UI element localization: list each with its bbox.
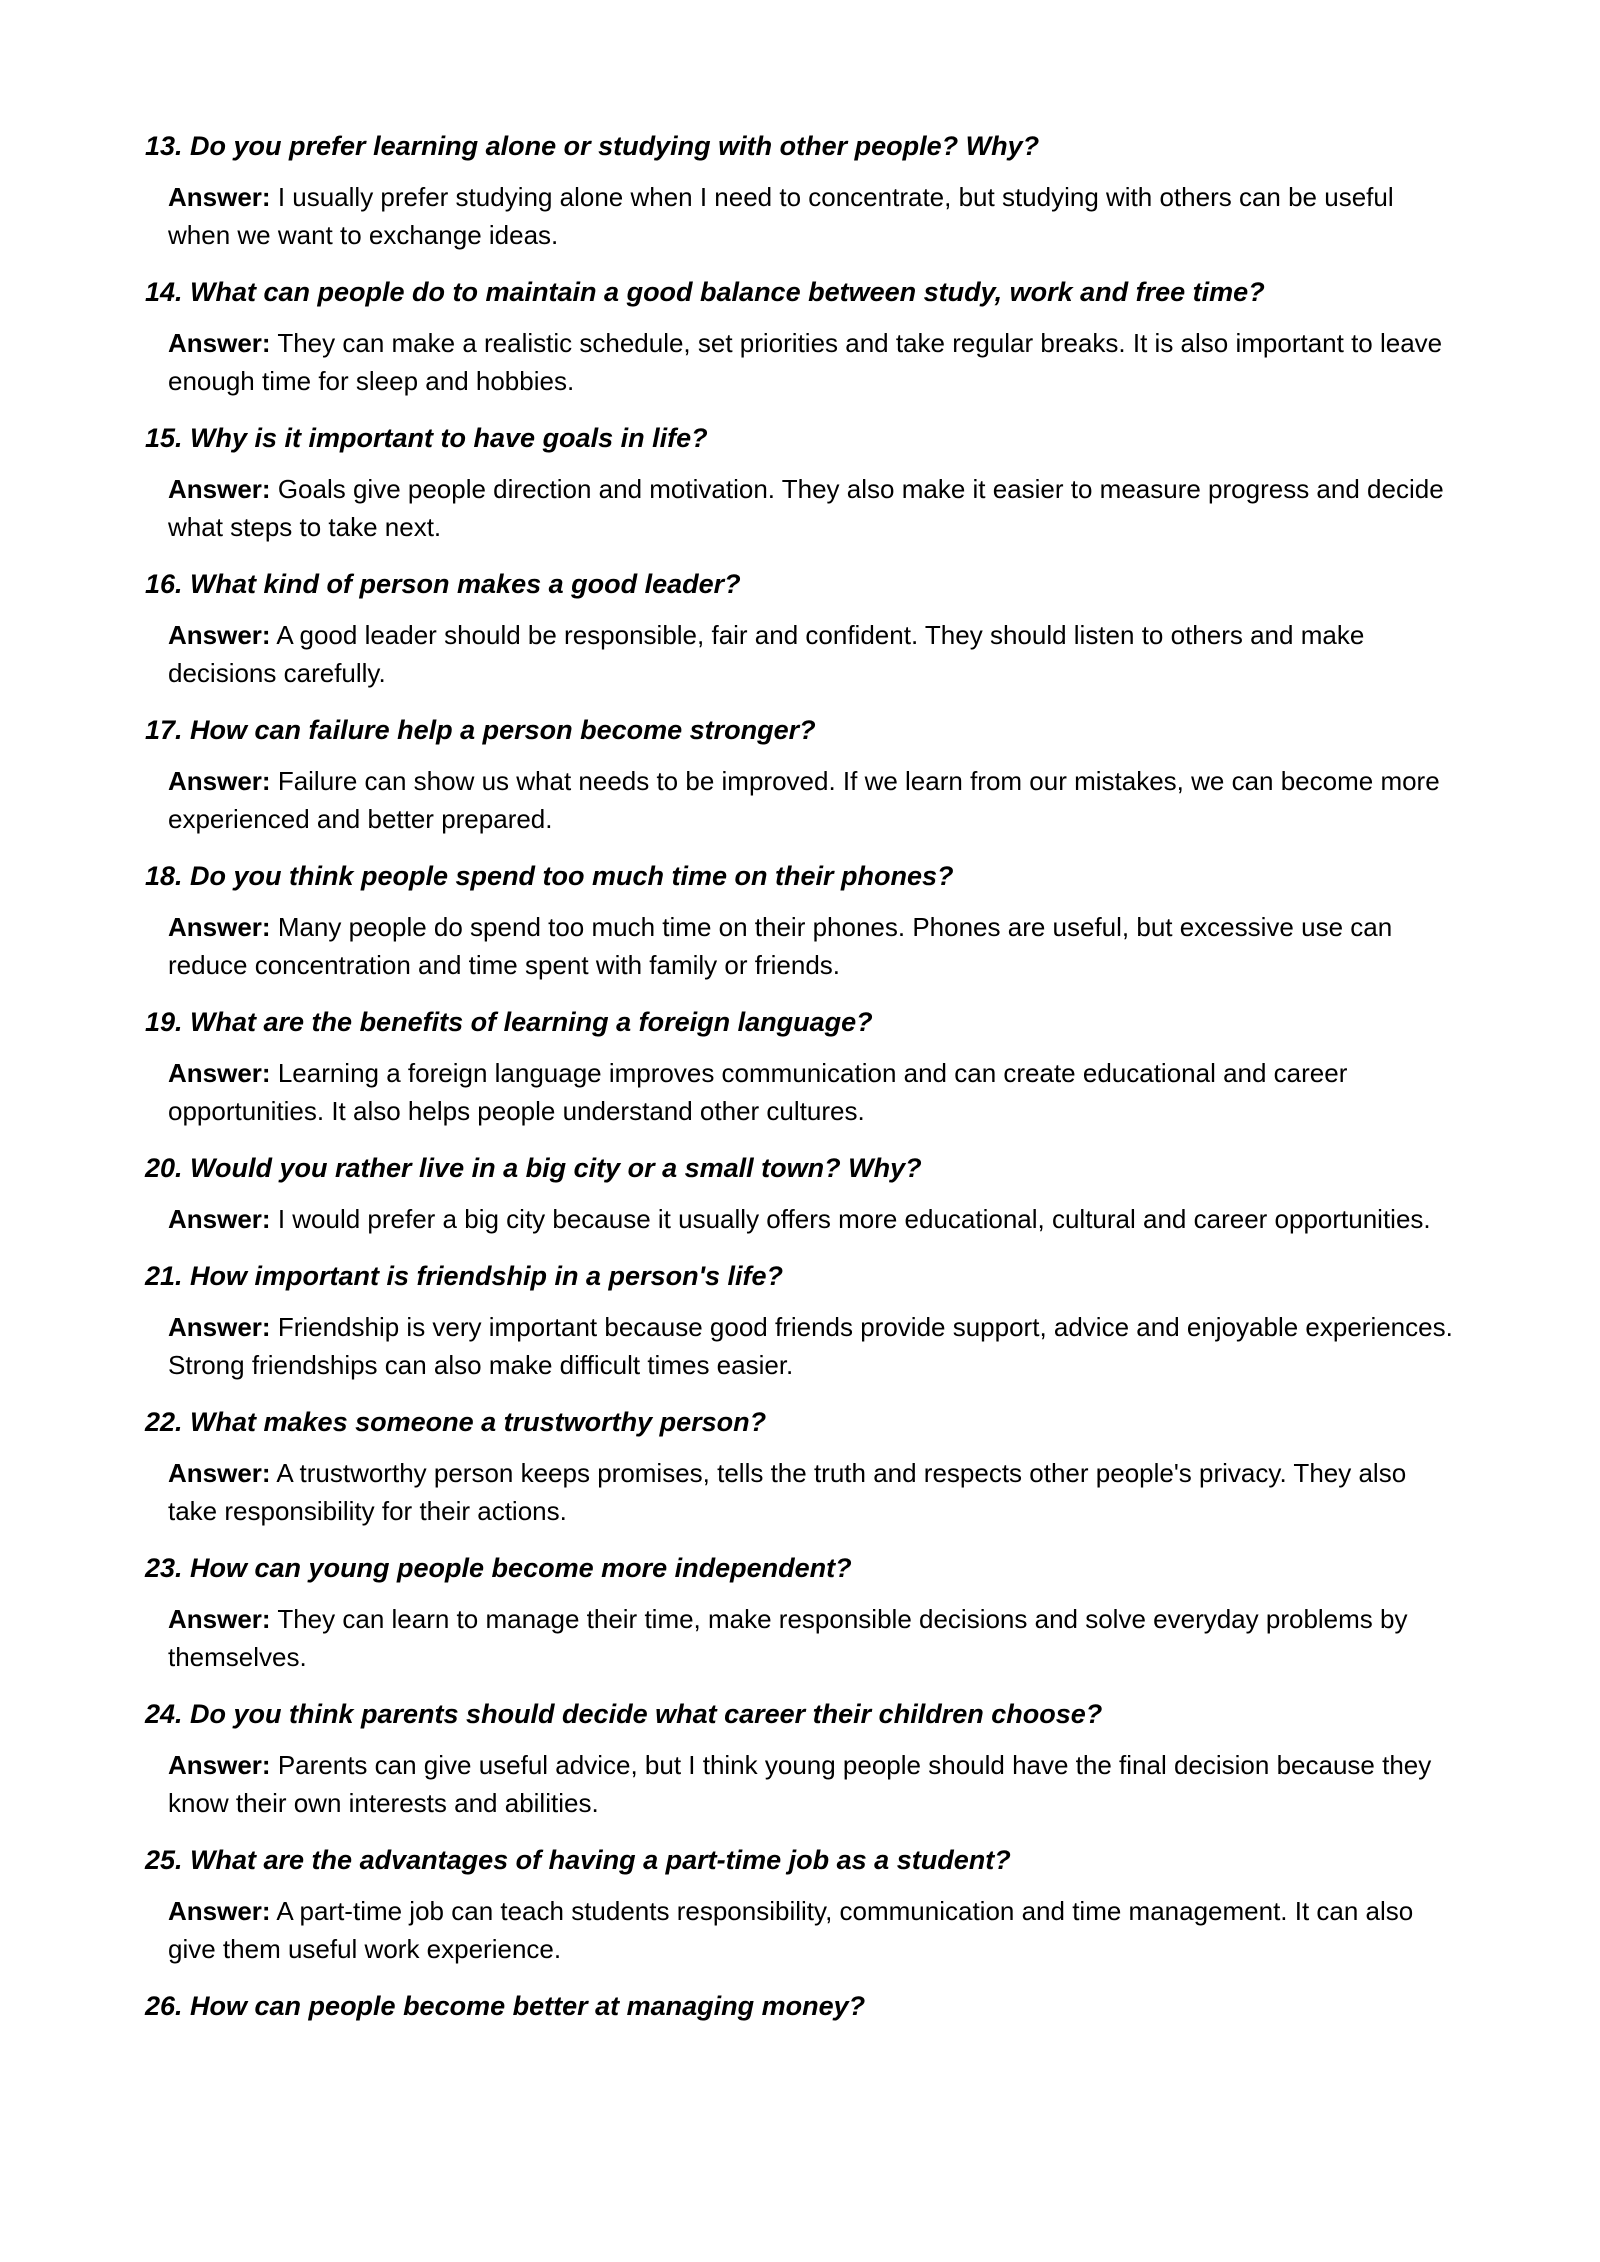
answer-label: Answer: (168, 182, 271, 212)
answer-label: Answer: (168, 912, 271, 942)
question-15: 15. Why is it important to have goals in life? (145, 423, 708, 453)
question-23: 23. How can young people become more independent? (145, 1553, 852, 1583)
answer-label: Answer: (168, 1896, 271, 1926)
answer-text: A trustworthy person keeps promises, tells the truth and respects other people's privacy. They also take responsibility for their actions. (168, 1458, 1407, 1526)
answer-text: They can learn to manage their time, make responsible decisions and solve everyday problems by themselves. (168, 1604, 1408, 1672)
qa-item-23 (145, 1550, 1460, 1676)
answer-22 (168, 1454, 1460, 1530)
answer-19 (168, 1054, 1460, 1130)
qa-item-22 (145, 1404, 1460, 1530)
qa-item-14 (145, 274, 1460, 400)
question-17: 17. How can failure help a person become stronger? (145, 715, 816, 745)
answer-13 (168, 178, 1460, 254)
answer-23 (168, 1600, 1460, 1676)
question-13: 13. Do you prefer learning alone or studying with other people? Why? (145, 131, 1040, 161)
answer-text: I would prefer a big city because it usually offers more educational, cultural and career opportunities. (277, 1204, 1431, 1234)
answer-25 (168, 1892, 1460, 1968)
qa-item-16 (145, 566, 1460, 692)
answer-label: Answer: (168, 620, 271, 650)
answer-20 (168, 1200, 1460, 1238)
answer-text: Goals give people direction and motivation. They also make it easier to measure progress and decide what steps to take next. (168, 474, 1444, 542)
answer-label: Answer: (168, 1604, 271, 1634)
answer-label: Answer: (168, 328, 271, 358)
answer-14 (168, 324, 1460, 400)
answer-18 (168, 908, 1460, 984)
answer-text: I usually prefer studying alone when I need to concentrate, but studying with others can be useful when we want to exchange ideas. (168, 182, 1394, 250)
qa-item-13 (145, 128, 1460, 254)
question-24: 24. Do you think parents should decide what career their children choose? (145, 1699, 1103, 1729)
qa-item-24 (145, 1696, 1460, 1822)
answer-21 (168, 1308, 1460, 1384)
answer-17 (168, 762, 1460, 838)
answer-text: A part-time job can teach students responsibility, communication and time management. It can also give them useful work experience. (168, 1896, 1414, 1964)
answer-label: Answer: (168, 1058, 271, 1088)
answer-16 (168, 616, 1460, 692)
answer-text: A good leader should be responsible, fair and confident. They should listen to others and make decisions carefully. (168, 620, 1365, 688)
answer-text: They can make a realistic schedule, set priorities and take regular breaks. It is also important to leave enough time for sleep and hobbies. (168, 328, 1443, 396)
question-25: 25. What are the advantages of having a part-time job as a student? (145, 1845, 1011, 1875)
question-16: 16. What kind of person makes a good leader? (145, 569, 741, 599)
answer-label: Answer: (168, 1204, 271, 1234)
qa-item-18 (145, 858, 1460, 984)
answer-label: Answer: (168, 1458, 271, 1488)
question-18: 18. Do you think people spend too much time on their phones? (145, 861, 954, 891)
answer-label: Answer: (168, 766, 271, 796)
question-26: 26. How can people become better at managing money? (145, 1991, 866, 2021)
qa-item-21 (145, 1258, 1460, 1384)
qa-item-20 (145, 1150, 1460, 1238)
question-20: 20. Would you rather live in a big city or a small town? Why? (145, 1153, 922, 1183)
answer-label: Answer: (168, 474, 271, 504)
answer-24 (168, 1746, 1460, 1822)
answer-text: Parents can give useful advice, but I think young people should have the final decision because they know their own interests and abilities. (168, 1750, 1432, 1818)
answer-label: Answer: (168, 1750, 271, 1780)
question-22: 22. What makes someone a trustworthy person? (145, 1407, 767, 1437)
answer-text: Failure can show us what needs to be improved. If we learn from our mistakes, we can become more experienced and better prepared. (168, 766, 1440, 834)
answer-text: Learning a foreign language improves communication and can create educational and career opportunities. It also helps people understand other cultures. (168, 1058, 1348, 1126)
qa-item-26 (145, 1988, 1460, 2024)
qa-item-17 (145, 712, 1460, 838)
question-21: 21. How important is friendship in a person's life? (145, 1261, 784, 1291)
question-14: 14. What can people do to maintain a good balance between study, work and free time? (145, 277, 1265, 307)
qa-item-19 (145, 1004, 1460, 1130)
answer-label: Answer: (168, 1312, 271, 1342)
answer-text: Many people do spend too much time on their phones. Phones are useful, but excessive use can reduce concentration and time spent with family or friends. (168, 912, 1393, 980)
qa-item-15 (145, 420, 1460, 546)
question-19: 19. What are the benefits of learning a foreign language? (145, 1007, 873, 1037)
answer-text: Friendship is very important because good friends provide support, advice and enjoyable experiences. Strong friendships can also make difficult times easier. (168, 1312, 1453, 1380)
qa-item-25 (145, 1842, 1460, 1968)
answer-15 (168, 470, 1460, 546)
